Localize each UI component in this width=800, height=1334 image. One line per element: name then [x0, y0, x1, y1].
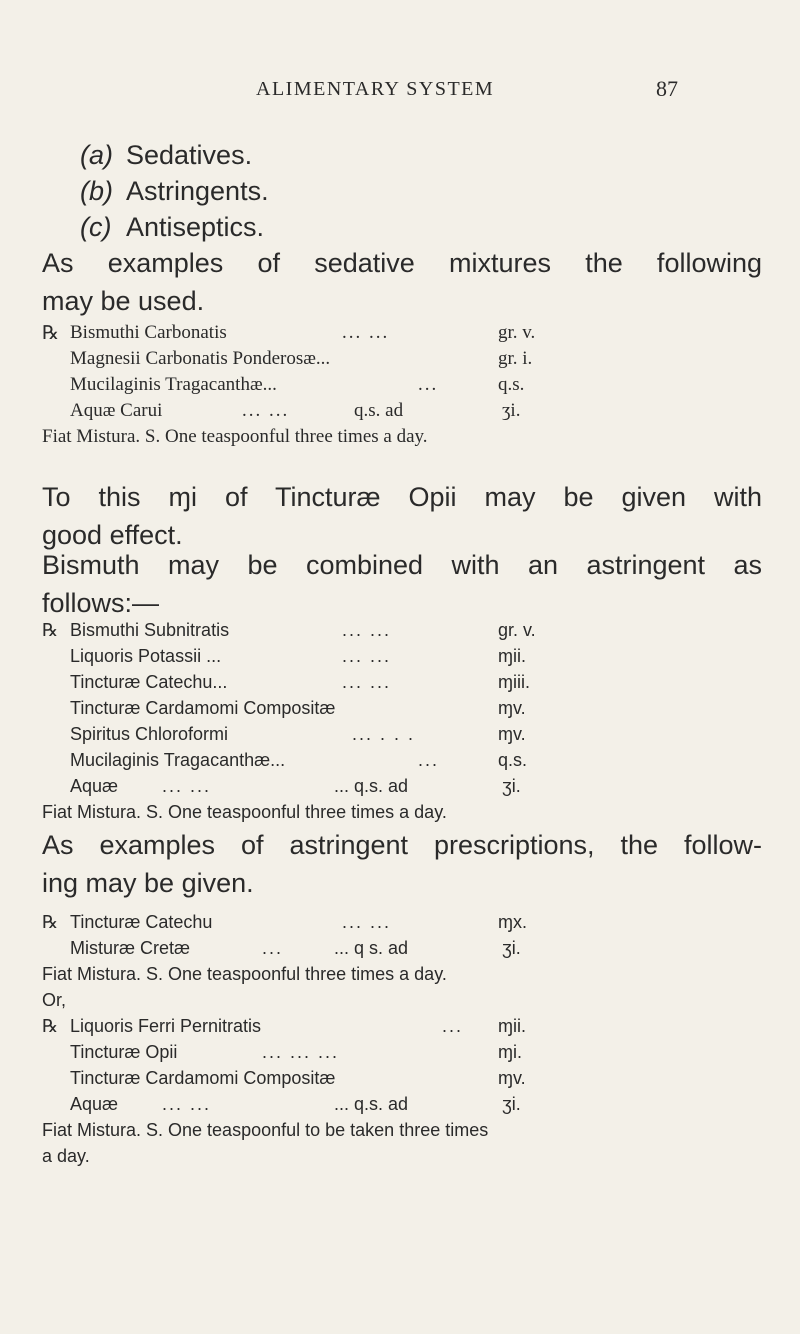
leader-dots: ... . . .: [352, 724, 416, 744]
leader-dots: ... ...: [342, 912, 392, 932]
rx-line: [42, 400, 762, 426]
ingredient-quantity: ɱv.: [498, 698, 526, 718]
ingredient-quantity: gr. v.: [498, 322, 536, 343]
list-label: Antiseptics.: [126, 212, 265, 242]
leader-dots: ... ...: [162, 1094, 212, 1114]
ingredient-name: Bismuthi Carbonatis: [70, 322, 227, 343]
ingredient-name: Bismuthi Subnitratis: [70, 620, 230, 640]
paragraph-line: To this ɱi of Tincturæ Opii may be given with: [42, 482, 762, 512]
ingredient-name: Mucilaginis Tragacanthæ...: [70, 750, 286, 770]
leader-dots: ... ...: [162, 776, 212, 796]
leader-dots: ... ...: [342, 672, 392, 692]
leader-dots: ... ...: [342, 620, 392, 640]
ingredient-quantity: ʒi.: [502, 400, 521, 421]
quantum-sufficit: ... q.s. ad: [334, 776, 409, 796]
rx-directions: Fiat Mistura. S. One teaspoonful to be taken three times: [42, 1120, 489, 1140]
ingredient-name: Aquæ Carui: [70, 400, 163, 421]
leader-dots: ...: [262, 938, 284, 958]
ingredient-name: Spiritus Chloroformi: [70, 724, 229, 744]
leader-dots: ...: [442, 1016, 464, 1036]
running-title: ALIMENTARY SYSTEM: [256, 78, 495, 100]
rx-symbol: ℞: [42, 323, 60, 344]
ingredient-name: Aquæ: [70, 1094, 119, 1114]
rx-line: [42, 1094, 762, 1120]
paragraph-line: As examples of astringent prescriptions, the follow-: [42, 830, 762, 860]
ingredient-quantity: ɱii.: [498, 1016, 526, 1036]
ingredient-quantity: gr. i.: [498, 348, 533, 369]
rx-line: [42, 374, 762, 400]
list-item: [80, 212, 269, 248]
quantum-sufficit: ... q.s. ad: [334, 1094, 409, 1114]
paragraph-bismuth: [42, 546, 762, 622]
paragraph-line: may be used.: [42, 286, 205, 316]
list-marker: (b): [80, 176, 113, 206]
rx-line: [42, 724, 762, 750]
leader-dots: ... ...: [342, 322, 390, 343]
quantum-sufficit: q.s. ad: [354, 400, 404, 421]
ingredient-quantity: ɱv.: [498, 1068, 526, 1088]
leader-dots: ... ...: [242, 400, 290, 421]
ingredient-quantity: ʒi.: [502, 938, 521, 958]
category-list: [80, 140, 269, 248]
rx-line: [42, 348, 762, 374]
leader-dots: ... ... ...: [262, 1042, 340, 1062]
leader-dots: ...: [418, 374, 439, 395]
rx-directions: Fiat Mistura. S. One teaspoonful three times a day.: [42, 802, 447, 822]
rx-line: [42, 750, 762, 776]
ingredient-name: Tincturæ Cardamomi Compositæ: [70, 1068, 336, 1088]
paragraph-line: ing may be given.: [42, 868, 254, 898]
ingredient-name: Tincturæ Catechu...: [70, 672, 228, 692]
page-number: 87: [656, 76, 678, 101]
ingredient-quantity: ɱiii.: [498, 672, 530, 692]
paragraph-line: good effect.: [42, 520, 183, 550]
ingredient-name: Liquoris Ferri Pernitratis: [70, 1016, 262, 1036]
paragraph-line: Bismuth may be combined with an astringent as: [42, 550, 762, 580]
rx-line: [42, 672, 762, 698]
ingredient-quantity: q.s.: [498, 374, 525, 395]
list-marker: (a): [80, 140, 113, 170]
ingredient-name: Mucilaginis Tragacanthæ...: [70, 374, 277, 395]
ingredient-name: Liquoris Potassii ...: [70, 646, 222, 666]
list-label: Astringents.: [126, 176, 269, 206]
prescription-3: [42, 912, 762, 1016]
ingredient-quantity: ɱii.: [498, 646, 526, 666]
rx-line: [42, 1016, 762, 1042]
rx-line: [42, 646, 762, 672]
ingredient-quantity: ɱv.: [498, 724, 526, 744]
rx-line: [42, 322, 762, 348]
rx-line: [42, 912, 762, 938]
rx-symbol: ℞: [42, 912, 59, 932]
paragraph-line: As examples of sedative mixtures the following: [42, 248, 762, 278]
prescription-1: [42, 322, 762, 452]
list-item: [80, 140, 269, 176]
rx-line: [42, 1042, 762, 1068]
ingredient-quantity: q.s.: [498, 750, 528, 770]
rx-line: [42, 938, 762, 964]
paragraph-sedative-intro: [42, 244, 762, 320]
list-marker: (c): [80, 212, 112, 242]
ingredient-quantity: ɱx.: [498, 912, 527, 932]
rx-line: [42, 698, 762, 724]
list-label: Sedatives.: [126, 140, 253, 170]
ingredient-quantity: ɱi.: [498, 1042, 522, 1062]
rx-symbol: ℞: [42, 1016, 59, 1036]
list-item: [80, 176, 269, 212]
ingredient-name: Tincturæ Catechu: [70, 912, 213, 932]
leader-dots: ... ...: [342, 646, 392, 666]
paragraph-astringent-intro: [42, 826, 762, 902]
ingredient-quantity: ʒi.: [502, 1094, 521, 1114]
ingredient-name: Tincturæ Cardamomi Compositæ: [70, 698, 336, 718]
rx-symbol: ℞: [42, 620, 59, 640]
rx-line: [42, 620, 762, 646]
leader-dots: ...: [418, 750, 440, 770]
ingredient-name: Magnesii Carbonatis Ponderosæ...: [70, 348, 331, 369]
paragraph-opium: [42, 478, 762, 554]
ingredient-quantity: ʒi.: [502, 776, 521, 796]
page-header: [0, 78, 800, 108]
ingredient-name: Tincturæ Opii: [70, 1042, 178, 1062]
quantum-sufficit: ... q s. ad: [334, 938, 409, 958]
rx-directions: Fiat Mistura. S. One teaspoonful three times a day.: [42, 426, 428, 447]
prescription-2: [42, 620, 762, 828]
rx-directions-continued: a day.: [42, 1146, 90, 1166]
or-connector: Or,: [42, 990, 67, 1010]
ingredient-name: Aquæ: [70, 776, 119, 796]
rx-line: [42, 776, 762, 802]
rx-line: [42, 1068, 762, 1094]
ingredient-name: Misturæ Cretæ: [70, 938, 191, 958]
prescription-4: [42, 1016, 762, 1172]
ingredient-quantity: gr. v.: [498, 620, 536, 640]
paragraph-line: follows:—: [42, 588, 160, 618]
rx-directions: Fiat Mistura. S. One teaspoonful three times a day.: [42, 964, 447, 984]
